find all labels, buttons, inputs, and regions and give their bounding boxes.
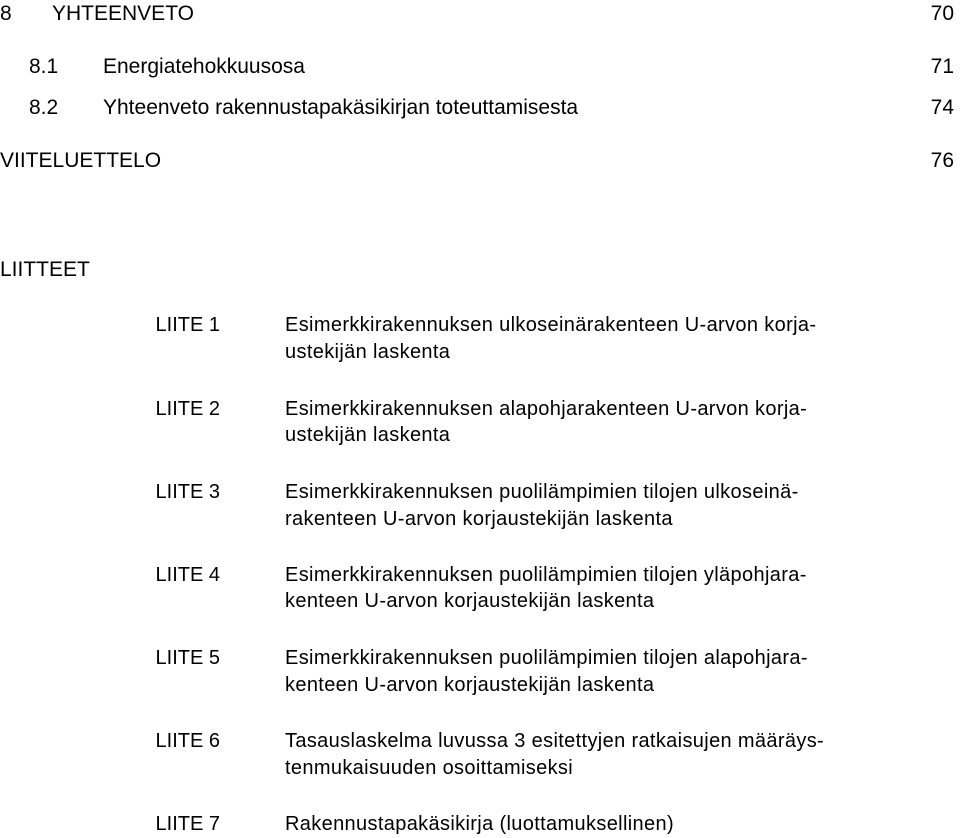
toc-entry-page: 71 <box>930 55 954 78</box>
appendix-description-line-1: Esimerkkirakennuksen puolilämpimien tilojen yläpohjara- <box>285 564 807 586</box>
appendix-label: LIITE 7 <box>155 813 220 835</box>
toc-entry-section-8-2[interactable] <box>0 92 960 124</box>
toc-entry-title: Energiatehokkuusosa <box>103 55 305 78</box>
appendix-description-line-1: Rakennustapakäsikirja (luottamuksellinen) <box>285 813 674 835</box>
appendix-label: LIITE 6 <box>155 730 220 752</box>
appendix-label: LIITE 1 <box>155 314 220 336</box>
toc-entry-page: 74 <box>930 96 954 119</box>
appendix-description-line-1: Tasauslaskelma luvussa 3 esitettyjen ratkaisujen määräys- <box>285 730 825 752</box>
appendix-label: LIITE 3 <box>155 481 220 503</box>
appendix-description-line-2: tenmukaisuuden osoittamiseksi <box>285 757 574 779</box>
toc-entry-section-8-1[interactable] <box>0 51 960 83</box>
appendix-description-line-2: ustekijän laskenta <box>285 341 451 363</box>
appendix-description-line-2: rakenteen U-arvon korjaustekijän laskenta <box>285 508 673 530</box>
toc-entry-number: 8.1 <box>29 55 59 78</box>
toc-entry-page: 76 <box>930 149 954 172</box>
appendix-description-line-1: Esimerkkirakennuksen ulkoseinärakenteen U-arvon korja- <box>285 314 817 336</box>
appendix-description-line-1: Esimerkkirakennuksen puolilämpimien tilojen ulkoseinä- <box>285 481 799 503</box>
toc-entry-title: Yhteenveto rakennustapakäsikirjan toteuttamisesta <box>103 96 579 119</box>
appendix-description-line-2: ustekijän laskenta <box>285 424 451 446</box>
toc-entry-page: 70 <box>930 2 954 25</box>
toc-entry-chapter-8[interactable] <box>0 0 960 30</box>
toc-entry-number: 8 <box>0 2 12 25</box>
toc-entry-title: YHTEENVETO <box>52 2 194 25</box>
toc-entry-references[interactable] <box>0 145 960 177</box>
appendix-description-line-2: kenteen U-arvon korjaustekijän laskenta <box>285 674 655 696</box>
appendix-description-line-1: Esimerkkirakennuksen alapohjarakenteen U-arvon korja- <box>285 398 808 420</box>
toc-entry-title: VIITELUETTELO <box>0 149 162 172</box>
appendix-label: LIITE 2 <box>155 398 220 420</box>
appendix-description-line-2: kenteen U-arvon korjaustekijän laskenta <box>285 590 655 612</box>
appendices-heading: LIITTEET <box>0 258 90 281</box>
appendix-label: LIITE 4 <box>155 564 220 586</box>
appendix-label: LIITE 5 <box>155 647 220 669</box>
toc-entry-number: 8.2 <box>29 96 59 119</box>
appendix-description-line-1: Esimerkkirakennuksen puolilämpimien tilojen alapohjara- <box>285 647 808 669</box>
